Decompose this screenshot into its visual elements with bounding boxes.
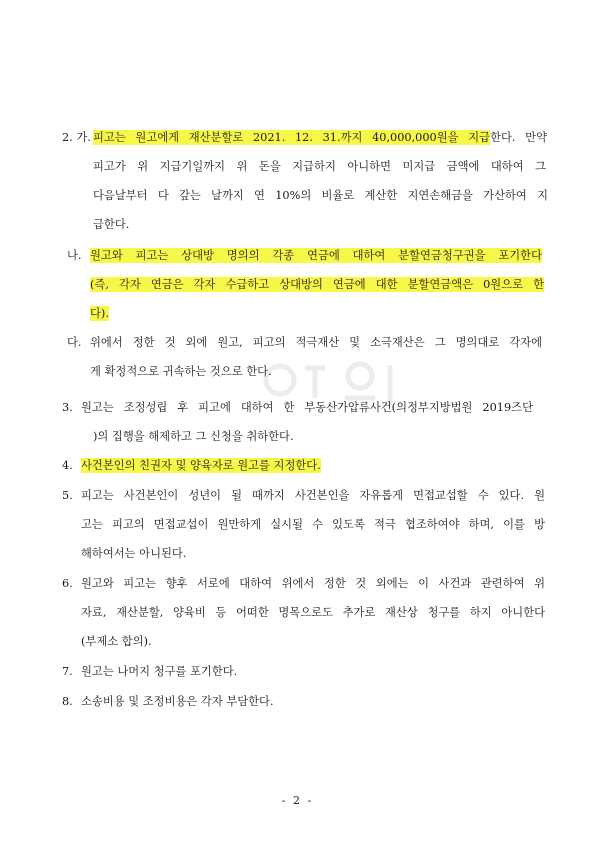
highlighted-text: 사건본인의 친권자 및 양육자로 원고를 지정한다. [81, 459, 321, 472]
line-text: 원고와 피고는 향후 서로에 대하여 위에서 정한 것 외에는 이 사건과 관련하여 위 [81, 577, 545, 590]
highlighted-text: (즉, 각자 연금은 각자 수급하고 상대방의 연금에 대한 분할연금액은 0원으로 한 [90, 278, 544, 291]
item-line [90, 333, 542, 353]
line-text: 고는 피고의 면접교섭이 원만하게 실시될 수 있도록 적극 협조하여야 하며, 이를 방 [81, 518, 545, 531]
line-text: 피고는 사건본인이 성년이 될 때까지 사건본인을 자유롭게 면접교섭할 수 있다. 원 [81, 489, 545, 502]
line-text: 위에서 정한 것 외에 원고, 피고의 적극재산 및 소극재산은 그 명의대로 각자에 [90, 336, 542, 349]
item-line [93, 128, 547, 148]
item-line [93, 186, 548, 206]
item-line [90, 246, 542, 266]
line-text: 한다. 만약 [490, 131, 547, 144]
highlighted-text: 다). [90, 307, 109, 320]
item-line [81, 662, 237, 682]
line-text: 자료, 재산분할, 양육비 등 어떠한 명목으로도 추가로 재산상 청구를 하지 아니한다 [81, 606, 545, 619]
item-label: 6. [62, 577, 73, 590]
item-line [81, 692, 274, 712]
item-line [81, 398, 533, 418]
line-text: 다음날부터 다 갚는 날까지 연 10%의 비율로 계산한 지연손해금을 가산하여 지 [93, 189, 548, 202]
item-label: 나. [67, 249, 82, 262]
page-number: - 2 - [281, 794, 314, 807]
line-text: 급한다. [93, 218, 130, 231]
item-line [81, 632, 152, 652]
line-text: 원고는 나머지 청구를 포기한다. [81, 665, 238, 678]
item-line [81, 486, 545, 506]
line-text: 피고가 위 지급기일까지 위 돈을 지급하지 아니하면 미지급 금액에 대하여 그 [93, 160, 546, 173]
line-text: 게 확정적으로 귀속하는 것으로 한다. [90, 365, 272, 378]
item-line [90, 304, 109, 324]
item-line [93, 157, 546, 177]
item-line [81, 456, 321, 476]
item-label: 7. [62, 665, 73, 678]
item-line [81, 544, 186, 564]
highlighted-text: 원고와 피고는 상대방 명의의 각종 연금에 대하여 분할연금청구권을 포기한다 [90, 249, 542, 262]
item-label: 다. [67, 336, 82, 349]
item-line [81, 603, 545, 623]
item-label: 4. [62, 459, 73, 472]
line-text: 해하여서는 아니된다. [81, 547, 187, 560]
item-label: 5. [62, 489, 73, 502]
line-text: 소송비용 및 조정비용은 각자 부담한다. [81, 695, 274, 708]
item-line [90, 275, 544, 295]
line-text: 원고는 조정성립 후 피고에 대하여 한 부동산가압류사건(의정부지방법원 2019즈단 [81, 401, 533, 414]
item-line [81, 574, 545, 594]
item-label: 3. [62, 401, 73, 414]
item-label: 2. 가. [62, 131, 91, 144]
item-line [90, 362, 272, 382]
line-text: (부제소 합의). [81, 635, 152, 648]
item-label: 8. [62, 695, 73, 708]
highlighted-text: 피고는 원고에게 재산분할로 2021. 12. 31.까지 40,000,000원을 지급 [93, 131, 491, 144]
item-line [93, 215, 129, 235]
line-text: )의 집행을 해제하고 그 신청을 취하한다. [93, 430, 294, 443]
item-line [93, 427, 294, 447]
item-line [81, 515, 545, 535]
